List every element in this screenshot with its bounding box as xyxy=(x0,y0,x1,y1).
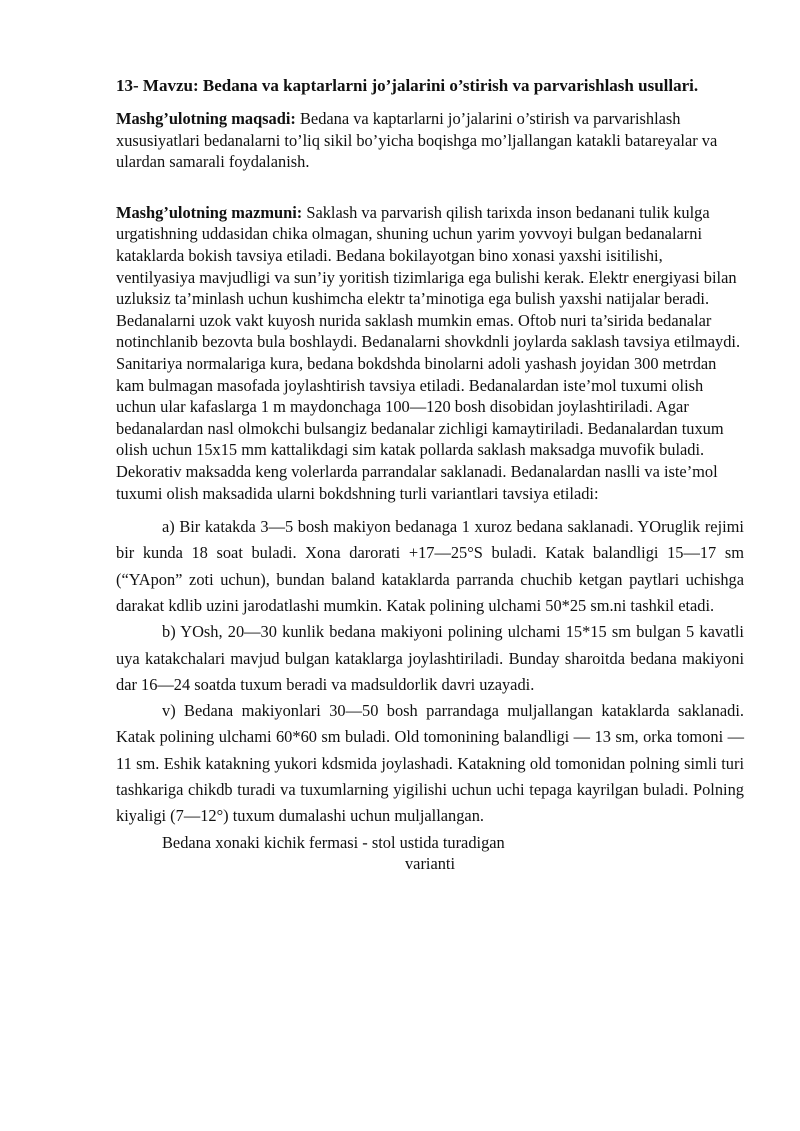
list-item-b: b) YOsh, 20—30 kunlik bedana makiyoni polining ulchami 15*15 sm bulgan 5 kavatli uya katakchalari mavjud bulgan kataklarga joylashtiriladi. Bunday sharoitda bedana makiyoni dar 16—24 soatda tuxum beradi va madsuldorlik davri uzayadi. xyxy=(116,622,744,694)
goal-text: Bedana va kaptarlarni jo’jalarini o’stirish va parvarishlash xususiyatlari bedanalarni to’liq sikil bo’yicha boqishga mo’ljallangan katakli batareyalar va ulardan samarali foydalanish. xyxy=(116,109,718,172)
content-paragraph xyxy=(116,202,744,504)
page-title: 13- Mavzu: Bedana va kaptarlarni jo’jalarini o’stirish va parvarishlash usullari. xyxy=(116,76,699,95)
document-page xyxy=(116,74,744,875)
goal-label: Mashg’ulotning maqsadi: xyxy=(116,109,296,128)
content-text: Saklash va parvarish qilish tarixda inson bedanani tulik kulga urgatishning uddasidan chika olmagan, shuning uchun yarim yovvoyi bulgan bedanalarni kataklarda bokish tavsiya etiladi. Bedana bokilayotgan bino xonasi yaxshi isitilishi, ventilyasiya mavjudligi va sun’iy yoritish tizimlariga ega bulishi kerak. Elektr energiyasi bilan uzluksiz ta’minlash uchun kushimcha elektr ta’minotiga ega bulish yaxshi natijalar beradi. Bedanalarni uzok vakt kuyosh nurida saklash mumkin emas. Oftob nuri ta’sirida bedanalar notinchlanib bezovta bula boshlaydi. Bedanalarni shovkdnli joylarda saklash tavsiya etilmaydi. Sanitariya normalariga kura, bedana bokdshda binolarni adoli yashash joyidan 300 metrdan kam bulmagan masofada joylashtirish tavsiya etiladi. Bedanalardan iste’mol tuxumi olish uchun ular kafaslarga 1 m maydonchaga 100—120 bosh disobidan joylashtiriladi. Agar bedanalardan nasl olmokchi bulsangiz bedanalar zichligi kamaytiriladi. Bedanalardan tuxum olish uchun 15x15 mm kattalikdagi sim katak pollarda saklash maksadga muvofik buladi. Dekorativ maksadda keng volerlarda parrandalar saklanadi. Bedanalardan naslli va iste’mol tuxumi olish maksadida ularni bokdshning turli variantlari tavsiya etiladi: xyxy=(116,202,741,503)
figure-caption-line-2: varianti xyxy=(404,854,456,874)
figure-caption-line-1: Bedana xonaki kichik fermasi - stol ustida turadigan xyxy=(162,832,505,852)
list-item-a: a) Bir katakda 3—5 bosh makiyon bedanaga 1 xuroz bedana saklanadi. YOruglik rejimi bir kunda 18 soat buladi. Xona darorati +17—25°S buladi. Katak balandligi 15—17 sm (“YApon” zoti uchun), bundan baland kataklarda parranda chuchib ketgan paytlari uchishga darakat kdlib uzini jarodatlashi mumkin. Katak polining ulchami 50*25 sm.ni tashkil etadi. xyxy=(116,517,744,615)
list-item-v: v) Bedana makiyonlari 30—50 bosh parrandaga muljallangan kataklarda saklanadi. Katak polining ulchami 60*60 sm buladi. Old tomonining balandligi — 13 sm, orka tomoni —11 sm. Eshik katakning yukori kdsmida joylashadi. Katakning old tomonidan polning simli turi tashkariga chikdb turadi va tuxumlarning yigilishi uchun uchi tepaga kayrilgan buladi. Polning kiyaligi (7—12°) tuxum dumalashi uchun muljallangan. xyxy=(116,701,744,826)
goal-paragraph xyxy=(116,108,744,173)
content-label: Mashg’ulotning mazmuni: xyxy=(116,202,303,222)
